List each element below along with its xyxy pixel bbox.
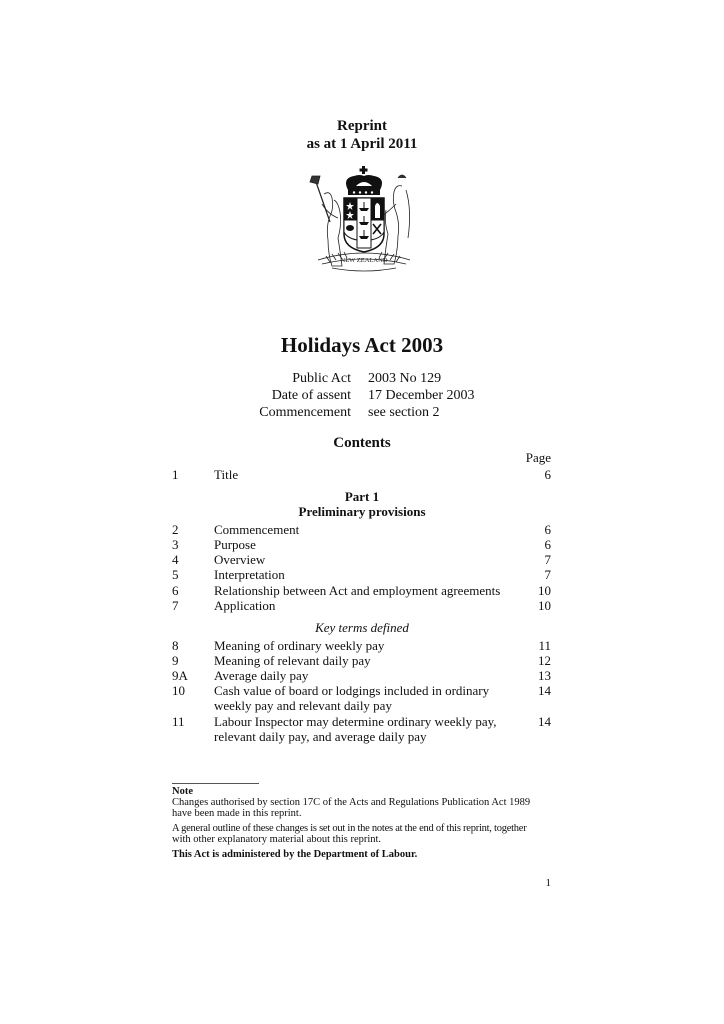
toc-section-title[interactable]: Purpose xyxy=(214,537,256,552)
toc-section-number: 7 xyxy=(172,598,179,613)
toc-section-number: 3 xyxy=(172,537,179,552)
crest-motto: NEW ZEALAND xyxy=(340,257,388,264)
coat-of-arms-icon xyxy=(302,164,426,276)
meta-date-of-assent xyxy=(0,387,724,405)
toc-page-number: 12 xyxy=(538,653,551,668)
toc-page-number: 13 xyxy=(538,668,551,683)
toc-section-title[interactable]: Interpretation xyxy=(214,567,285,582)
toc-section-number: 4 xyxy=(172,552,179,567)
toc-page-number: 10 xyxy=(538,583,551,598)
meta-value: 2003 No 129 xyxy=(368,371,442,386)
toc-section-number: 2 xyxy=(172,522,179,537)
toc-section-number: 6 xyxy=(172,583,179,598)
toc-section-title[interactable]: Cash value of board or lodgings included in ordinary xyxy=(214,683,490,698)
note-text: have been made in this reprint. xyxy=(172,808,302,819)
act-title: Holidays Act 2003 xyxy=(280,333,444,357)
toc-section-title[interactable]: Meaning of ordinary weekly pay xyxy=(214,638,385,653)
toc-section-title[interactable]: Commencement xyxy=(214,522,300,537)
toc-section-title[interactable]: Average daily pay xyxy=(214,668,309,683)
toc-section-number: 5 xyxy=(172,567,179,582)
toc-page-number: 14 xyxy=(538,683,551,698)
note-text: A general outline of these changes is set out in the notes at the end of this reprint, together xyxy=(172,823,527,834)
note-text: Changes authorised by section 17C of the Acts and Regulations Publication Act 1989 xyxy=(172,797,531,808)
note-text: with other explanatory material about this reprint. xyxy=(172,834,382,845)
meta-label: Date of assent xyxy=(271,388,351,403)
note-heading: Note xyxy=(172,786,193,797)
meta-label: Public Act xyxy=(292,371,351,386)
group-heading-key-terms: Key terms defined xyxy=(315,620,409,635)
toc-section-number: 1 xyxy=(172,467,179,482)
meta-commencement xyxy=(0,404,724,422)
toc-page-number: 7 xyxy=(544,552,551,567)
toc-page-number: 10 xyxy=(538,598,551,613)
reprint-date: as at 1 April 2011 xyxy=(306,136,418,152)
contents-heading: Contents xyxy=(333,435,391,451)
toc-page-number: 6 xyxy=(544,467,551,482)
toc-section-title[interactable]: Relationship between Act and employment agreements xyxy=(214,583,501,598)
toc-page-number: 6 xyxy=(544,522,551,537)
toc-section-title[interactable]: Application xyxy=(214,598,276,613)
part-name: Preliminary provisions xyxy=(298,504,426,519)
reprint-label: Reprint xyxy=(337,118,387,134)
toc-page-number: 6 xyxy=(544,537,551,552)
part-label: Part 1 xyxy=(344,489,380,504)
footnote-divider xyxy=(172,783,259,784)
meta-label: Commencement xyxy=(259,405,351,420)
toc-section-title[interactable]: Labour Inspector may determine ordinary weekly pay, xyxy=(214,714,497,729)
toc-section-title[interactable]: Overview xyxy=(214,552,266,567)
page-column-header: Page xyxy=(525,450,551,465)
meta-value: see section 2 xyxy=(368,405,440,420)
toc-section-title[interactable]: Meaning of relevant daily pay xyxy=(214,653,371,668)
toc-section-number: 10 xyxy=(172,683,185,698)
toc-section-number: 9 xyxy=(172,653,179,668)
toc-section-title-continued[interactable]: relevant daily pay, and average daily pay xyxy=(214,729,427,744)
toc-page-number: 11 xyxy=(538,638,551,653)
toc-page-number: 7 xyxy=(544,567,551,582)
toc-page-number: 14 xyxy=(538,714,551,729)
meta-public-act xyxy=(0,370,724,388)
toc-section-number: 11 xyxy=(172,714,185,729)
page-number: 1 xyxy=(545,877,551,889)
toc-section-title[interactable]: Title xyxy=(214,467,239,482)
meta-value: 17 December 2003 xyxy=(368,388,475,403)
toc-section-number: 9A xyxy=(172,668,188,683)
administering-department: This Act is administered by the Department of Labour. xyxy=(172,849,418,860)
toc-section-title-continued[interactable]: weekly pay and relevant daily pay xyxy=(214,698,392,713)
toc-section-number: 8 xyxy=(172,638,179,653)
